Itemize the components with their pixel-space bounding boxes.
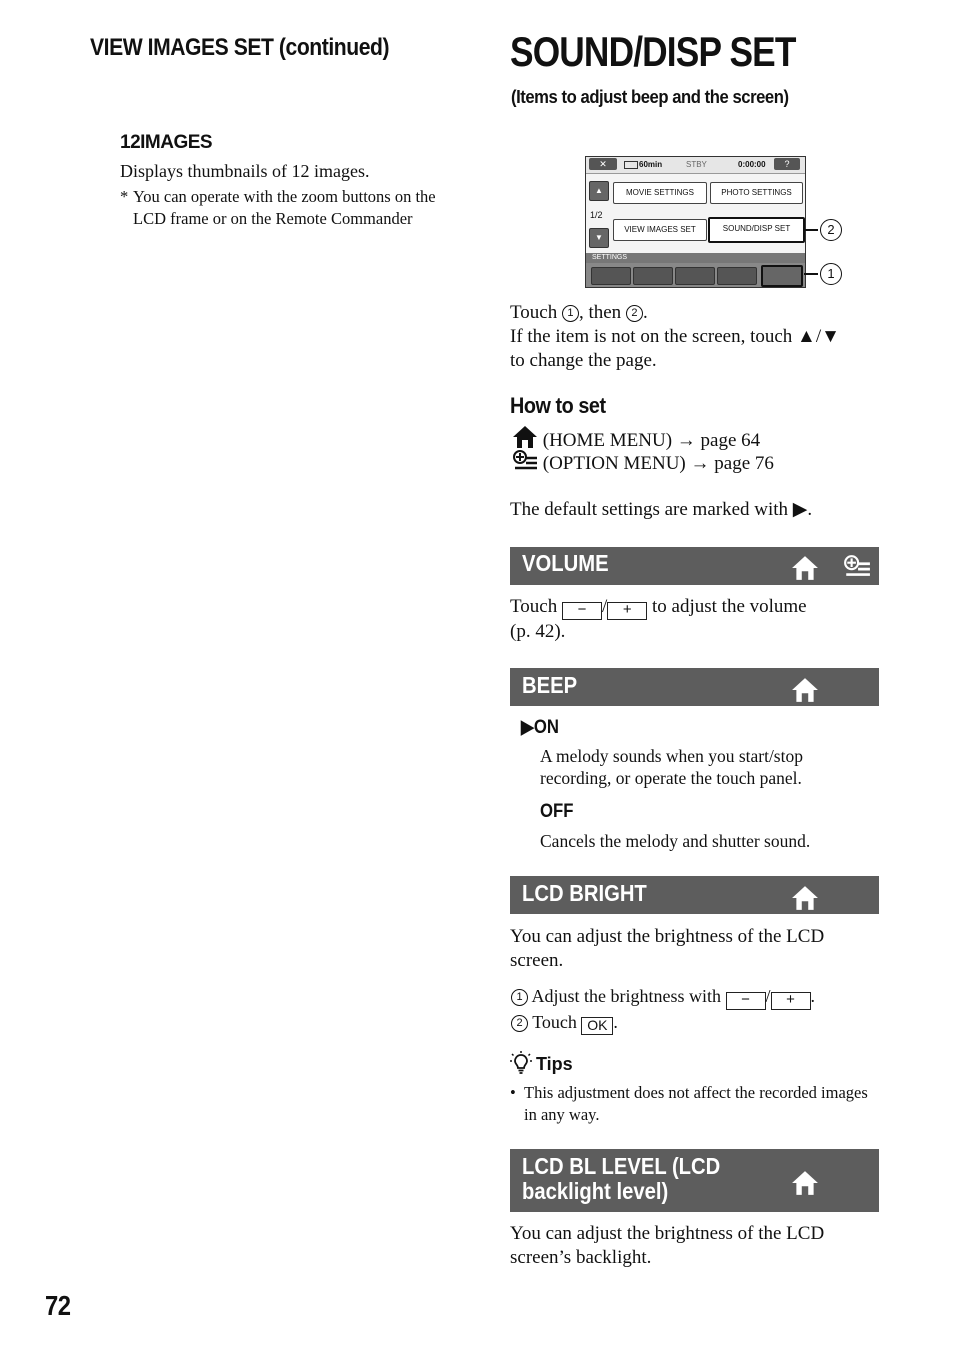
continued-header: VIEW IMAGES SET (continued) — [90, 34, 390, 61]
lcd-tab-camera[interactable] — [591, 267, 631, 285]
step-1-period: . — [810, 986, 816, 1006]
tips-lightbulb-icon — [510, 1051, 532, 1075]
step-number-2: 2 — [626, 305, 643, 322]
home-icon — [791, 555, 819, 581]
lcd-status-bar — [586, 157, 805, 174]
time-label: 0:00:00 — [738, 160, 766, 169]
callout-leader-1 — [804, 273, 818, 275]
beep-on-label: ON — [533, 717, 559, 738]
callout-leader-2 — [804, 229, 818, 231]
volume-page-ref: (p. 42). — [510, 621, 566, 642]
step-2-period: . — [613, 1012, 618, 1032]
section-title-volume: VOLUME — [522, 550, 609, 576]
section-bar-lcd-bright — [510, 876, 879, 914]
note-marker: * — [120, 187, 129, 206]
step-1-text: Adjust the brightness with — [531, 986, 722, 1006]
lcd-tab-other[interactable] — [675, 267, 715, 285]
tip-text: This adjustment does not affect the recorded images in any way. — [524, 1083, 868, 1124]
default-marker-icon: ▶ — [521, 717, 534, 738]
lcd-tab-manage[interactable] — [717, 267, 757, 285]
tip-item — [510, 1082, 870, 1126]
lcd-page-label: 1/2 — [590, 210, 603, 220]
option-icon — [843, 555, 871, 579]
home-icon — [791, 885, 819, 911]
lcd-tab-settings[interactable] — [761, 265, 803, 287]
tips-heading-row — [510, 1051, 573, 1075]
option-menu-text: (OPTION MENU) — [542, 453, 686, 474]
lcd-tab-row — [586, 263, 805, 287]
step-number-2: 2 — [511, 1015, 528, 1032]
lcd-screen-illustration — [585, 156, 806, 288]
lcd-bright-step-1 — [511, 986, 815, 1010]
touch-instructions — [510, 301, 840, 373]
section-title-lcd-bl-level-line2: backlight level) — [522, 1178, 669, 1204]
lcd-page-up-button[interactable]: ▲ — [589, 181, 609, 201]
lcd-settings-bar: SETTINGS — [586, 253, 805, 263]
lcd-bright-step-2 — [511, 1012, 618, 1035]
home-menu-text: (HOME MENU) — [542, 430, 673, 451]
home-icon — [791, 1170, 819, 1196]
step-1-slash: / — [765, 986, 771, 1006]
section-title-beep: BEEP — [522, 672, 578, 698]
brightness-minus-button[interactable]: − — [726, 992, 766, 1010]
volume-plus-button[interactable]: + — [607, 602, 647, 620]
lcd-sound-disp-set-button[interactable]: SOUND/DISP SET — [708, 217, 805, 243]
volume-instructions — [510, 595, 807, 644]
ok-button[interactable]: OK — [581, 1017, 613, 1035]
beep-on-description: A melody sounds when you start/stop recording, or operate the touch panel. — [540, 746, 803, 788]
section-title-lcd-bright: LCD BRIGHT — [522, 880, 647, 906]
section-title-lcd-bl-level-line1: LCD BL LEVEL (LCD — [522, 1153, 721, 1179]
lcd-page-down-button[interactable]: ▼ — [589, 228, 609, 248]
lcd-close-button[interactable]: ✕ — [589, 158, 617, 170]
section-bar-beep — [510, 668, 879, 706]
beep-off-description: Cancels the melody and shutter sound. — [540, 831, 811, 851]
home-icon — [512, 425, 538, 449]
home-menu-line — [512, 425, 760, 452]
touch-suffix: . — [642, 302, 648, 323]
step-2-text: Touch — [532, 1012, 577, 1032]
beep-off-heading: OFF — [540, 801, 574, 822]
volume-slash: / — [601, 596, 608, 617]
volume-text-before: Touch — [510, 596, 558, 617]
step-number-1: 1 — [511, 989, 528, 1006]
callout-1: 1 — [820, 263, 842, 285]
volume-minus-button[interactable]: − — [562, 602, 602, 620]
touch-line-2: If the item is not on the screen, touch ▲/▼ — [510, 326, 840, 347]
page-number: 72 — [45, 1290, 71, 1321]
touch-prefix: Touch — [510, 302, 562, 323]
tip-bullet: • — [510, 1083, 516, 1102]
option-menu-line — [512, 450, 774, 475]
note-text: You can operate with the zoom buttons on the LCD frame or on the Remote Commander — [133, 187, 436, 228]
page-title: SOUND/DISP SET — [510, 28, 796, 75]
touch-middle: , then — [578, 302, 626, 323]
lcd-photo-settings-button[interactable]: PHOTO SETTINGS — [710, 182, 803, 204]
home-menu-page: page 64 — [700, 430, 761, 451]
lcd-help-button[interactable]: ? — [774, 158, 800, 170]
step-number-1: 1 — [562, 305, 579, 322]
tips-heading: Tips — [536, 1054, 573, 1074]
arrow-icon: → — [690, 453, 710, 474]
option-menu-page: page 76 — [714, 453, 774, 474]
lcd-bright-description: You can adjust the brightness of the LCD screen. — [510, 926, 825, 971]
battery-label: 60min — [639, 160, 663, 169]
battery-icon — [624, 161, 638, 169]
default-settings-note: The default settings are marked with ▶. — [510, 499, 813, 520]
touch-line-3: to change the page. — [510, 350, 657, 371]
section-bar-volume — [510, 547, 879, 585]
page-subtitle: (Items to adjust beep and the screen) — [511, 86, 789, 107]
beep-on-heading — [521, 716, 559, 739]
home-icon — [791, 677, 819, 703]
lcd-bl-level-description: You can adjust the brightness of the LCD screen’s backlight. — [510, 1223, 825, 1268]
item-description: Displays thumbnails of 12 images. — [120, 161, 370, 181]
volume-text-after: to adjust the volume — [652, 596, 807, 617]
option-icon — [512, 450, 538, 472]
mode-label: STBY — [686, 160, 707, 169]
lcd-movie-settings-button[interactable]: MOVIE SETTINGS — [613, 182, 707, 204]
arrow-icon: → — [676, 430, 696, 451]
item-heading-12images: 12IMAGES — [120, 132, 213, 153]
lcd-view-images-set-button[interactable]: VIEW IMAGES SET — [613, 219, 707, 241]
callout-2: 2 — [820, 219, 842, 241]
how-to-set-heading: How to set — [510, 393, 606, 418]
section-bar-lcd-bl-level — [510, 1149, 879, 1212]
item-note — [120, 186, 465, 230]
lcd-tab-playback[interactable] — [633, 267, 673, 285]
brightness-plus-button[interactable]: + — [771, 992, 811, 1010]
